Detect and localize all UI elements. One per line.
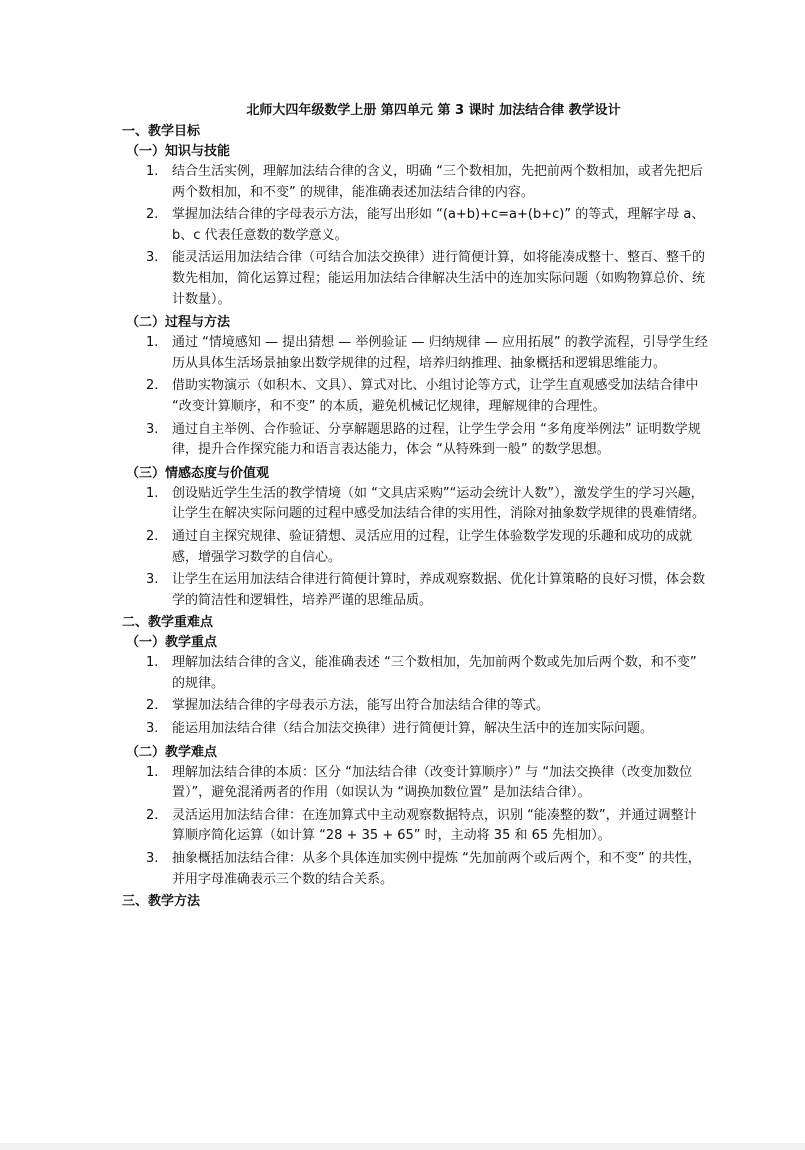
list-item-number: 3. xyxy=(146,721,159,737)
list-item xyxy=(122,719,709,740)
numbered-list xyxy=(122,653,709,739)
list-item-number: 3. xyxy=(146,851,159,867)
section-heading: 三、教学方法 xyxy=(122,894,201,910)
list-item-text: 通过 “情境感知 — 提出猜想 — 举例验证 — 归纳规律 — 应用拓展” 的教学流程，引导学生经历从具体生活场景抽象出数学规律的过程，培养归纳推理、抽象概括和逻辑思维能力。 xyxy=(172,335,708,371)
list-item-text: 灵活运用加法结合律：在连加算式中主动观察数据特点，识别 “能凑整的数”，并通过调整计算顺序简化运算（如计算 “28 + 35 + 65” 时，主动将 35 和 65 先相加）。 xyxy=(172,807,697,844)
list-item-number: 2. xyxy=(146,698,159,714)
list-item xyxy=(122,376,709,417)
list-item-text: 理解加法结合律的含义，能准确表述 “三个数相加，先加前两个数或先加后两个数，和不变” 的规律。 xyxy=(172,655,697,691)
list-item-number: 2. xyxy=(146,807,159,823)
list-item xyxy=(122,527,709,568)
list-item-text: 让学生在运用加法结合律进行简便计算时，养成观察数据、优化计算策略的良好习惯，体会数学的简洁性和逻辑性，培养严谨的思维品质。 xyxy=(172,572,706,608)
section-heading: 二、教学重难点 xyxy=(122,615,214,631)
list-item xyxy=(122,849,709,890)
list-item-number: 1. xyxy=(146,485,159,501)
list-item-text: 结合生活实例，理解加法结合律的含义，明确 “三个数相加，先把前两个数相加，或者先把后两个数相加，和不变” 的规律，能准确表述加法结合律的内容。 xyxy=(172,164,703,200)
list-item xyxy=(122,162,709,203)
numbered-list xyxy=(122,333,709,461)
list-item xyxy=(122,696,709,717)
list-item-text: 理解加法结合律的本质：区分 “加法结合律（改变计算顺序）” 与 “加法交换律（改变加数位置）”，避免混淆两者的作用（如误认为 “调换加数位置” 是加法结合律）。 xyxy=(172,764,693,801)
subsection-heading: （一）教学重点 xyxy=(126,635,218,651)
document-title: 北师大四年级数学上册 第四单元 第 3 课时 加法结合律 教学设计 xyxy=(246,103,621,118)
list-item-text: 通过自主举例、合作验证、分享解题思路的过程，让学生学会用 “多角度举例法” 证明数学规律，提升合作探究能力和语言表达能力，体会 “从特殊到一般” 的数学思想。 xyxy=(172,421,701,458)
list-item-number: 3. xyxy=(146,572,159,588)
list-item-text: 掌握加法结合律的字母表示方法，能写出符合加法结合律的等式。 xyxy=(172,698,550,714)
subsection-heading: （三）情感态度与价值观 xyxy=(126,465,270,481)
list-item-number: 1. xyxy=(146,335,159,351)
document-body xyxy=(122,122,709,911)
list-item xyxy=(122,248,709,310)
list-item xyxy=(122,484,709,525)
list-item-number: 2. xyxy=(146,207,159,223)
subsection-heading: （一）知识与技能 xyxy=(126,144,231,159)
list-item-number: 1. xyxy=(146,764,159,780)
list-item xyxy=(122,420,709,461)
subsection-heading: （二）教学难点 xyxy=(126,744,218,760)
list-item xyxy=(122,333,709,374)
list-item-number: 1. xyxy=(146,164,159,179)
list-item-text: 抽象概括加法结合律：从多个具体连加实例中提炼 “先加前两个或后两个，和不变” 的共性，并用字母准确表示三个数的结合关系。 xyxy=(172,851,701,887)
list-item-number: 2. xyxy=(146,378,159,394)
list-item-text: 能灵活运用加法结合律（可结合加法交换律）进行简便计算，如将能凑成整十、整百、整千的数先相加，简化运算过程；能运用加法结合律解决生活中的连加实际问题（如购物算总价、统计数量）。 xyxy=(172,250,706,307)
numbered-list xyxy=(122,763,709,891)
list-item xyxy=(122,205,709,246)
subsection-heading: （二）过程与方法 xyxy=(126,315,231,331)
list-item-number: 1. xyxy=(146,655,159,671)
section-heading: 一、教学目标 xyxy=(122,124,201,139)
numbered-list xyxy=(122,484,709,612)
list-item xyxy=(122,806,709,847)
list-item-text: 掌握加法结合律的字母表示方法，能写出形如 “(a+b)+c=a+(b+c)” 的等式，理解字母 a、b、c 代表任意数的数学意义。 xyxy=(172,207,705,243)
list-item xyxy=(122,763,709,804)
list-item-text: 借助实物演示（如积木、文具）、算式对比、小组讨论等方式，让学生直观感受加法结合律中 “改变计算顺序，和不变” 的本质，避免机械记忆规律，理解规律的合理性。 xyxy=(172,378,699,414)
list-item-text: 能运用加法结合律（结合加法交换律）进行简便计算，解决生活中的连加实际问题。 xyxy=(172,721,654,737)
list-item-number: 2. xyxy=(146,528,159,544)
numbered-list xyxy=(122,162,709,310)
list-item-number: 3. xyxy=(146,250,159,266)
list-item-text: 创设贴近学生生活的教学情境（如 “文具店采购”“运动会统计人数”），激发学生的学习兴趣，让学生在解决实际问题的过程中感受加法结合律的实用性，消除对抽象数学规律的畏难情绪。 xyxy=(172,485,706,522)
list-item-number: 3. xyxy=(146,421,159,437)
list-item-text: 通过自主探究规律、验证猜想、灵活应用的过程，让学生体验数学发现的乐趣和成功的成就感，增强学习数学的自信心。 xyxy=(172,528,693,565)
list-item xyxy=(122,570,709,611)
list-item xyxy=(122,653,709,694)
